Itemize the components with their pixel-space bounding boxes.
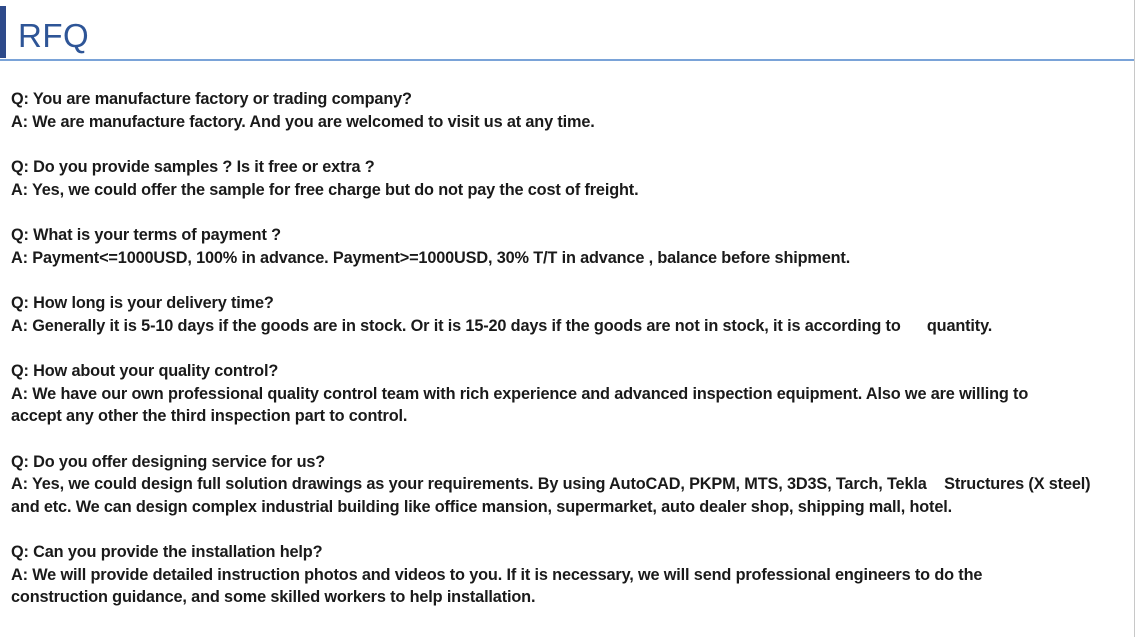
- faq-answer: A: Payment<=1000USD, 100% in advance. Payment>=1000USD, 30% T/T in advance , balance before shipment.: [11, 248, 851, 267]
- title-accent-bar: [0, 6, 6, 58]
- faq-answer-continued: and etc. We can design complex industrial building like office mansion, supermarket, auto dealer shop, shipping mall, hotel.: [11, 497, 952, 516]
- faq-item: [11, 224, 1121, 269]
- faq-question: Q: What is your terms of payment ?: [11, 226, 281, 244]
- faq-item: [11, 360, 1121, 428]
- faq-question: Q: How long is your delivery time?: [11, 294, 274, 312]
- header: [0, 0, 1135, 62]
- faq-answer: A: We are manufacture factory. And you are welcomed to visit us at any time.: [11, 112, 595, 131]
- faq-item: [11, 541, 1121, 609]
- faq-answer: A: We have our own professional quality control team with rich experience and advanced inspection equipment. Also we are willing to: [11, 384, 1029, 403]
- faq-answer: A: Generally it is 5-10 days if the goods are in stock. Or it is 15-20 days if the goods are not in stock, it is according to quantity.: [11, 316, 993, 335]
- faq-item: [11, 88, 1121, 133]
- page-title: RFQ: [18, 17, 90, 54]
- faq-question: Q: How about your quality control?: [11, 362, 279, 380]
- faq-question: Q: Can you provide the installation help?: [11, 543, 323, 561]
- faq-answer-continued: construction guidance, and some skilled workers to help installation.: [11, 588, 536, 606]
- faq-question: Q: Do you offer designing service for us?: [11, 452, 326, 471]
- faq-item: [11, 156, 1121, 201]
- faq-item: [11, 292, 1121, 337]
- faq-answer-continued: accept any other the third inspection part to control.: [11, 407, 408, 425]
- faq-list: [11, 88, 1121, 632]
- faq-answer: A: Yes, we could offer the sample for free charge but do not pay the cost of freight.: [11, 180, 639, 199]
- faq-question: Q: You are manufacture factory or trading company?: [11, 90, 412, 108]
- faq-answer: A: We will provide detailed instruction photos and videos to you. If it is necessary, we will send professional engineers to do the: [11, 565, 983, 584]
- faq-answer: A: Yes, we could design full solution drawings as your requirements. By using AutoCAD, PKPM, MTS, 3D3S, Tarch, Tekla Structures (X steel): [11, 475, 1091, 493]
- header-divider: [0, 59, 1135, 61]
- faq-item: [11, 451, 1121, 519]
- faq-question: Q: Do you provide samples ? Is it free or extra ?: [11, 158, 375, 176]
